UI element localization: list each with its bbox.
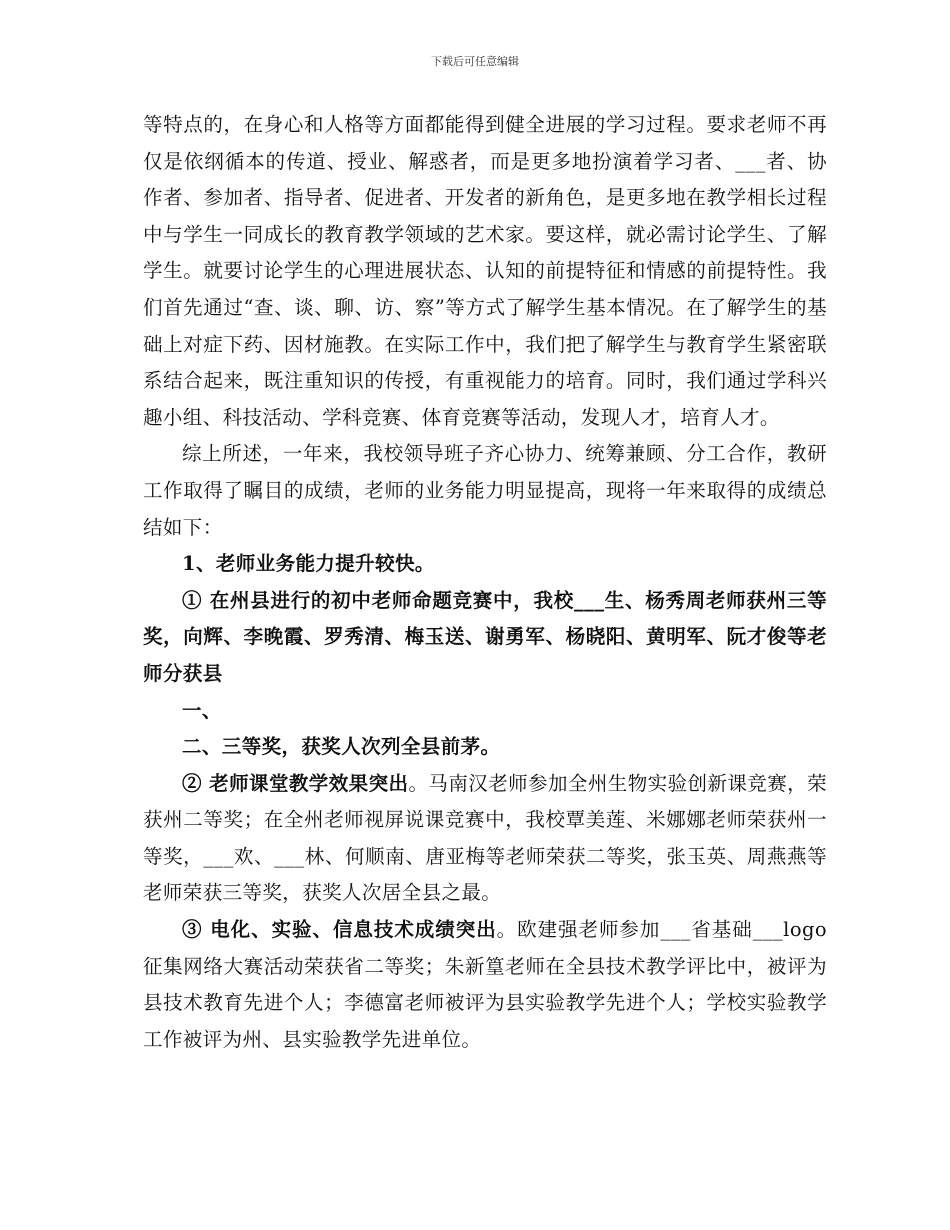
heading-teacher-ability: 1、老师业务能力提升较快。 [182, 552, 435, 576]
paragraph-technology [143, 912, 827, 1058]
document-body [143, 107, 827, 1058]
technology-text: 。欧建强老师参加___省基础___logo征集网络大赛活动荣获省二等奖；朱新篁老师在全县技术教学评比中，被评为县技术教育先进个人；李德富老师被评为县实验教学先进个人；学校实验教学工作被评为州、县实验教学先进单位。 [143, 918, 827, 1051]
paragraph-fragment-two: 二、三等奖，获奖人次列全县前茅。 [182, 735, 501, 759]
classroom-teaching-lead: ② 老师课堂教学效果突出 [182, 771, 409, 795]
paragraph-summary: 综上所述，一年来，我校领导班子齐心协力、统筹兼顾、分工合作，教研工作取得了瞩目的成绩，老师的业务能力明显提高，现将一年来取得的成绩总结如下： [143, 442, 827, 539]
paragraph-student-research: 等特点的，在身心和人格等方面都能得到健全进展的学习过程。要求老师不再仅是依纲循本的传道、授业、解惑者，而是更多地扮演着学习者、___者、协作者、参加者、指导者、促进者、开发者的新角色，是更多地在教学相长过程中与学生一同成长的教育教学领域的艺术家。要这样，就必需讨论学生、了解学生。就要讨论学生的心理进展状态、认知的前提特征和情感的前提特性。我们首先通过“查、谈、聊、访、察”等方式了解学生基本情况。在了解学生的基础上对症下药、因材施教。在实际工作中，我们把了解学生与教育学生紧密联系结合起来，既注重知识的传授，有重视能力的培育。同时，我们通过学科兴趣小组、科技活动、学科竞赛、体育竞赛等活动，发现人才，培育人才。 [143, 113, 827, 429]
paragraph-exam-competition: ① 在州县进行的初中老师命题竞赛中，我校___生、杨秀周老师获州三等奖，向辉、李晚霞、罗秀清、梅玉送、谢勇军、杨晓阳、黄明军、阮才俊等老师分获县 [143, 588, 827, 685]
paragraph-fragment-one: 一、 [182, 698, 222, 722]
page-header: 下载后可任意编辑 [431, 55, 519, 68]
technology-lead: ③ 电化、实验、信息技术成绩突出 [182, 918, 497, 942]
paragraph-classroom-teaching [143, 766, 827, 912]
classroom-teaching-text: 。马南汉老师参加全州生物实验创新课竞赛，荣获州二等奖；在全州老师视屏说课竞赛中，我校覃美莲、米娜娜老师荣获州一等奖，___欢、___林、何顺南、唐亚梅等老师荣获二等奖，张玉英、周燕燕等老师荣获三等奖，获奖人次居全县之最。 [143, 771, 827, 905]
